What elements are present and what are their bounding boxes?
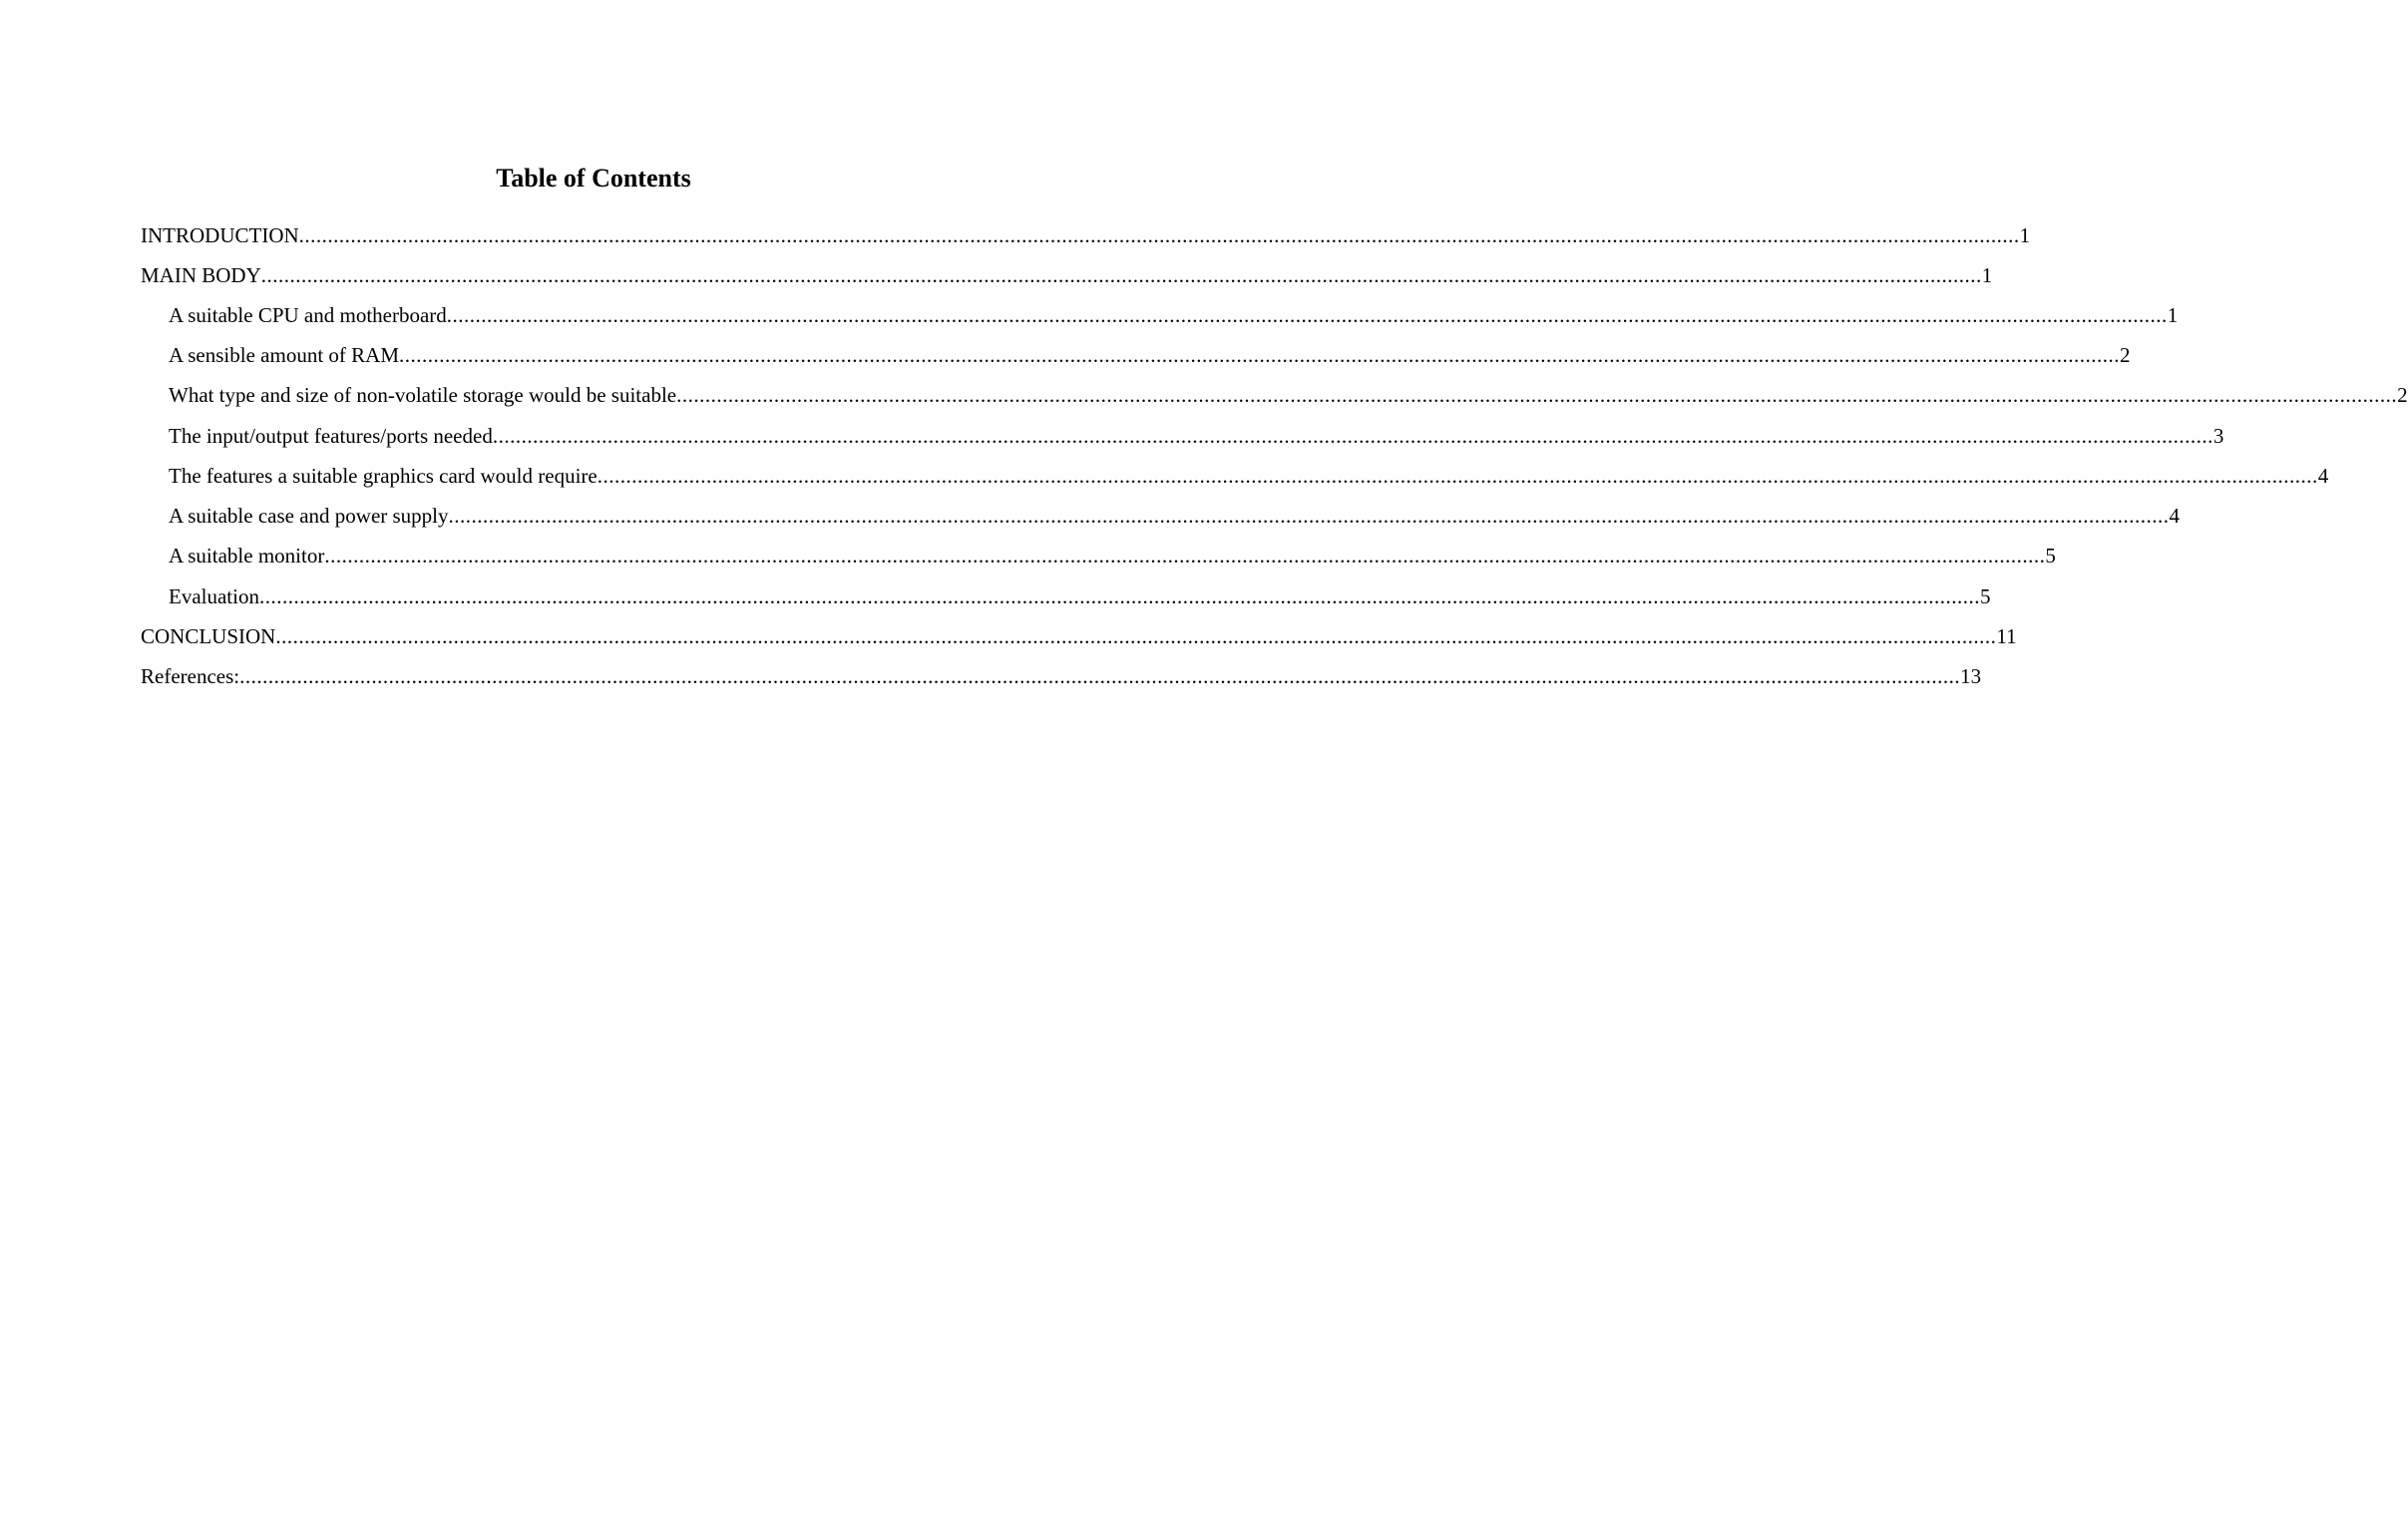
dot-leader: ............................................................................................................................................................................................................................................................................................................ xyxy=(399,343,2120,367)
dot-leader: ............................................................................................................................................................................................................................................................................................................ xyxy=(239,664,1961,688)
toc-entry-page: 2 xyxy=(2397,383,2408,407)
toc-entry-page: 11 xyxy=(1996,624,2017,648)
dot-leader: ............................................................................................................................................................................................................................................................................................................ xyxy=(492,424,2213,448)
dot-leader: ............................................................................................................................................................................................................................................................................................................ xyxy=(298,223,2020,247)
dot-leader: ............................................................................................................................................................................................................................................................................................................ xyxy=(448,504,2170,528)
toc-entry-label: The features a suitable graphics card would require xyxy=(169,464,598,488)
toc-entry-storage[interactable] xyxy=(169,375,2408,415)
toc-entry-page: 5 xyxy=(1979,584,1991,608)
dot-leader: ............................................................................................................................................................................................................................................................................................................ xyxy=(446,303,2168,327)
dot-leader: ............................................................................................................................................................................................................................................................................................................ xyxy=(258,584,1980,608)
toc-entry-main-body[interactable] xyxy=(141,255,1993,295)
toc-entry-label: A suitable monitor xyxy=(169,544,325,568)
toc-entry-evaluation[interactable] xyxy=(169,576,1991,616)
toc-entry-label: What type and size of non-volatile storage would be suitable xyxy=(169,383,677,407)
toc-entry-page: 1 xyxy=(2167,303,2179,327)
toc-entry-label: CONCLUSION xyxy=(141,624,276,648)
toc-entry-label: Evaluation xyxy=(169,584,259,608)
toc-entry-label: MAIN BODY xyxy=(141,263,261,287)
toc-entry-label: A sensible amount of RAM xyxy=(169,343,399,367)
dot-leader: ............................................................................................................................................................................................................................................................................................................ xyxy=(676,383,2398,407)
toc-entry-ram[interactable] xyxy=(169,335,2131,375)
toc-entry-label: The input/output features/ports needed xyxy=(169,424,493,448)
toc-entry-case-power-supply[interactable] xyxy=(169,496,2181,536)
toc-entry-page: 4 xyxy=(2169,504,2181,528)
toc-entry-page: 5 xyxy=(2045,544,2056,568)
toc-entry-cpu-motherboard[interactable] xyxy=(169,295,2179,335)
toc-entry-io-ports[interactable] xyxy=(169,416,2224,456)
toc-entry-conclusion[interactable] xyxy=(141,616,2017,656)
toc-entry-label: A suitable case and power supply xyxy=(169,504,449,528)
toc-entry-references[interactable] xyxy=(141,656,1982,696)
dot-leader: ............................................................................................................................................................................................................................................................................................................ xyxy=(275,624,1997,648)
toc-entry-label: A suitable CPU and motherboard xyxy=(169,303,447,327)
toc-entry-page: 4 xyxy=(2317,464,2329,488)
dot-leader: ............................................................................................................................................................................................................................................................................................................ xyxy=(597,464,2318,488)
toc-entry-monitor[interactable] xyxy=(169,536,2056,576)
toc-entry-page: 13 xyxy=(1960,664,1982,688)
toc-entry-page: 2 xyxy=(2120,343,2131,367)
toc-entry-introduction[interactable] xyxy=(141,215,2031,255)
page-title: Table of Contents xyxy=(496,164,691,192)
toc-entry-label: INTRODUCTION xyxy=(141,223,299,247)
toc-entry-label: References: xyxy=(141,664,240,688)
toc-entry-graphics-card[interactable] xyxy=(169,456,2329,496)
dot-leader: ............................................................................................................................................................................................................................................................................................................ xyxy=(260,263,1982,287)
toc-entry-page: 1 xyxy=(1981,263,1993,287)
toc-entry-page: 3 xyxy=(2212,424,2224,448)
dot-leader: ............................................................................................................................................................................................................................................................................................................ xyxy=(324,544,2046,568)
toc-entry-page: 1 xyxy=(2019,223,2031,247)
